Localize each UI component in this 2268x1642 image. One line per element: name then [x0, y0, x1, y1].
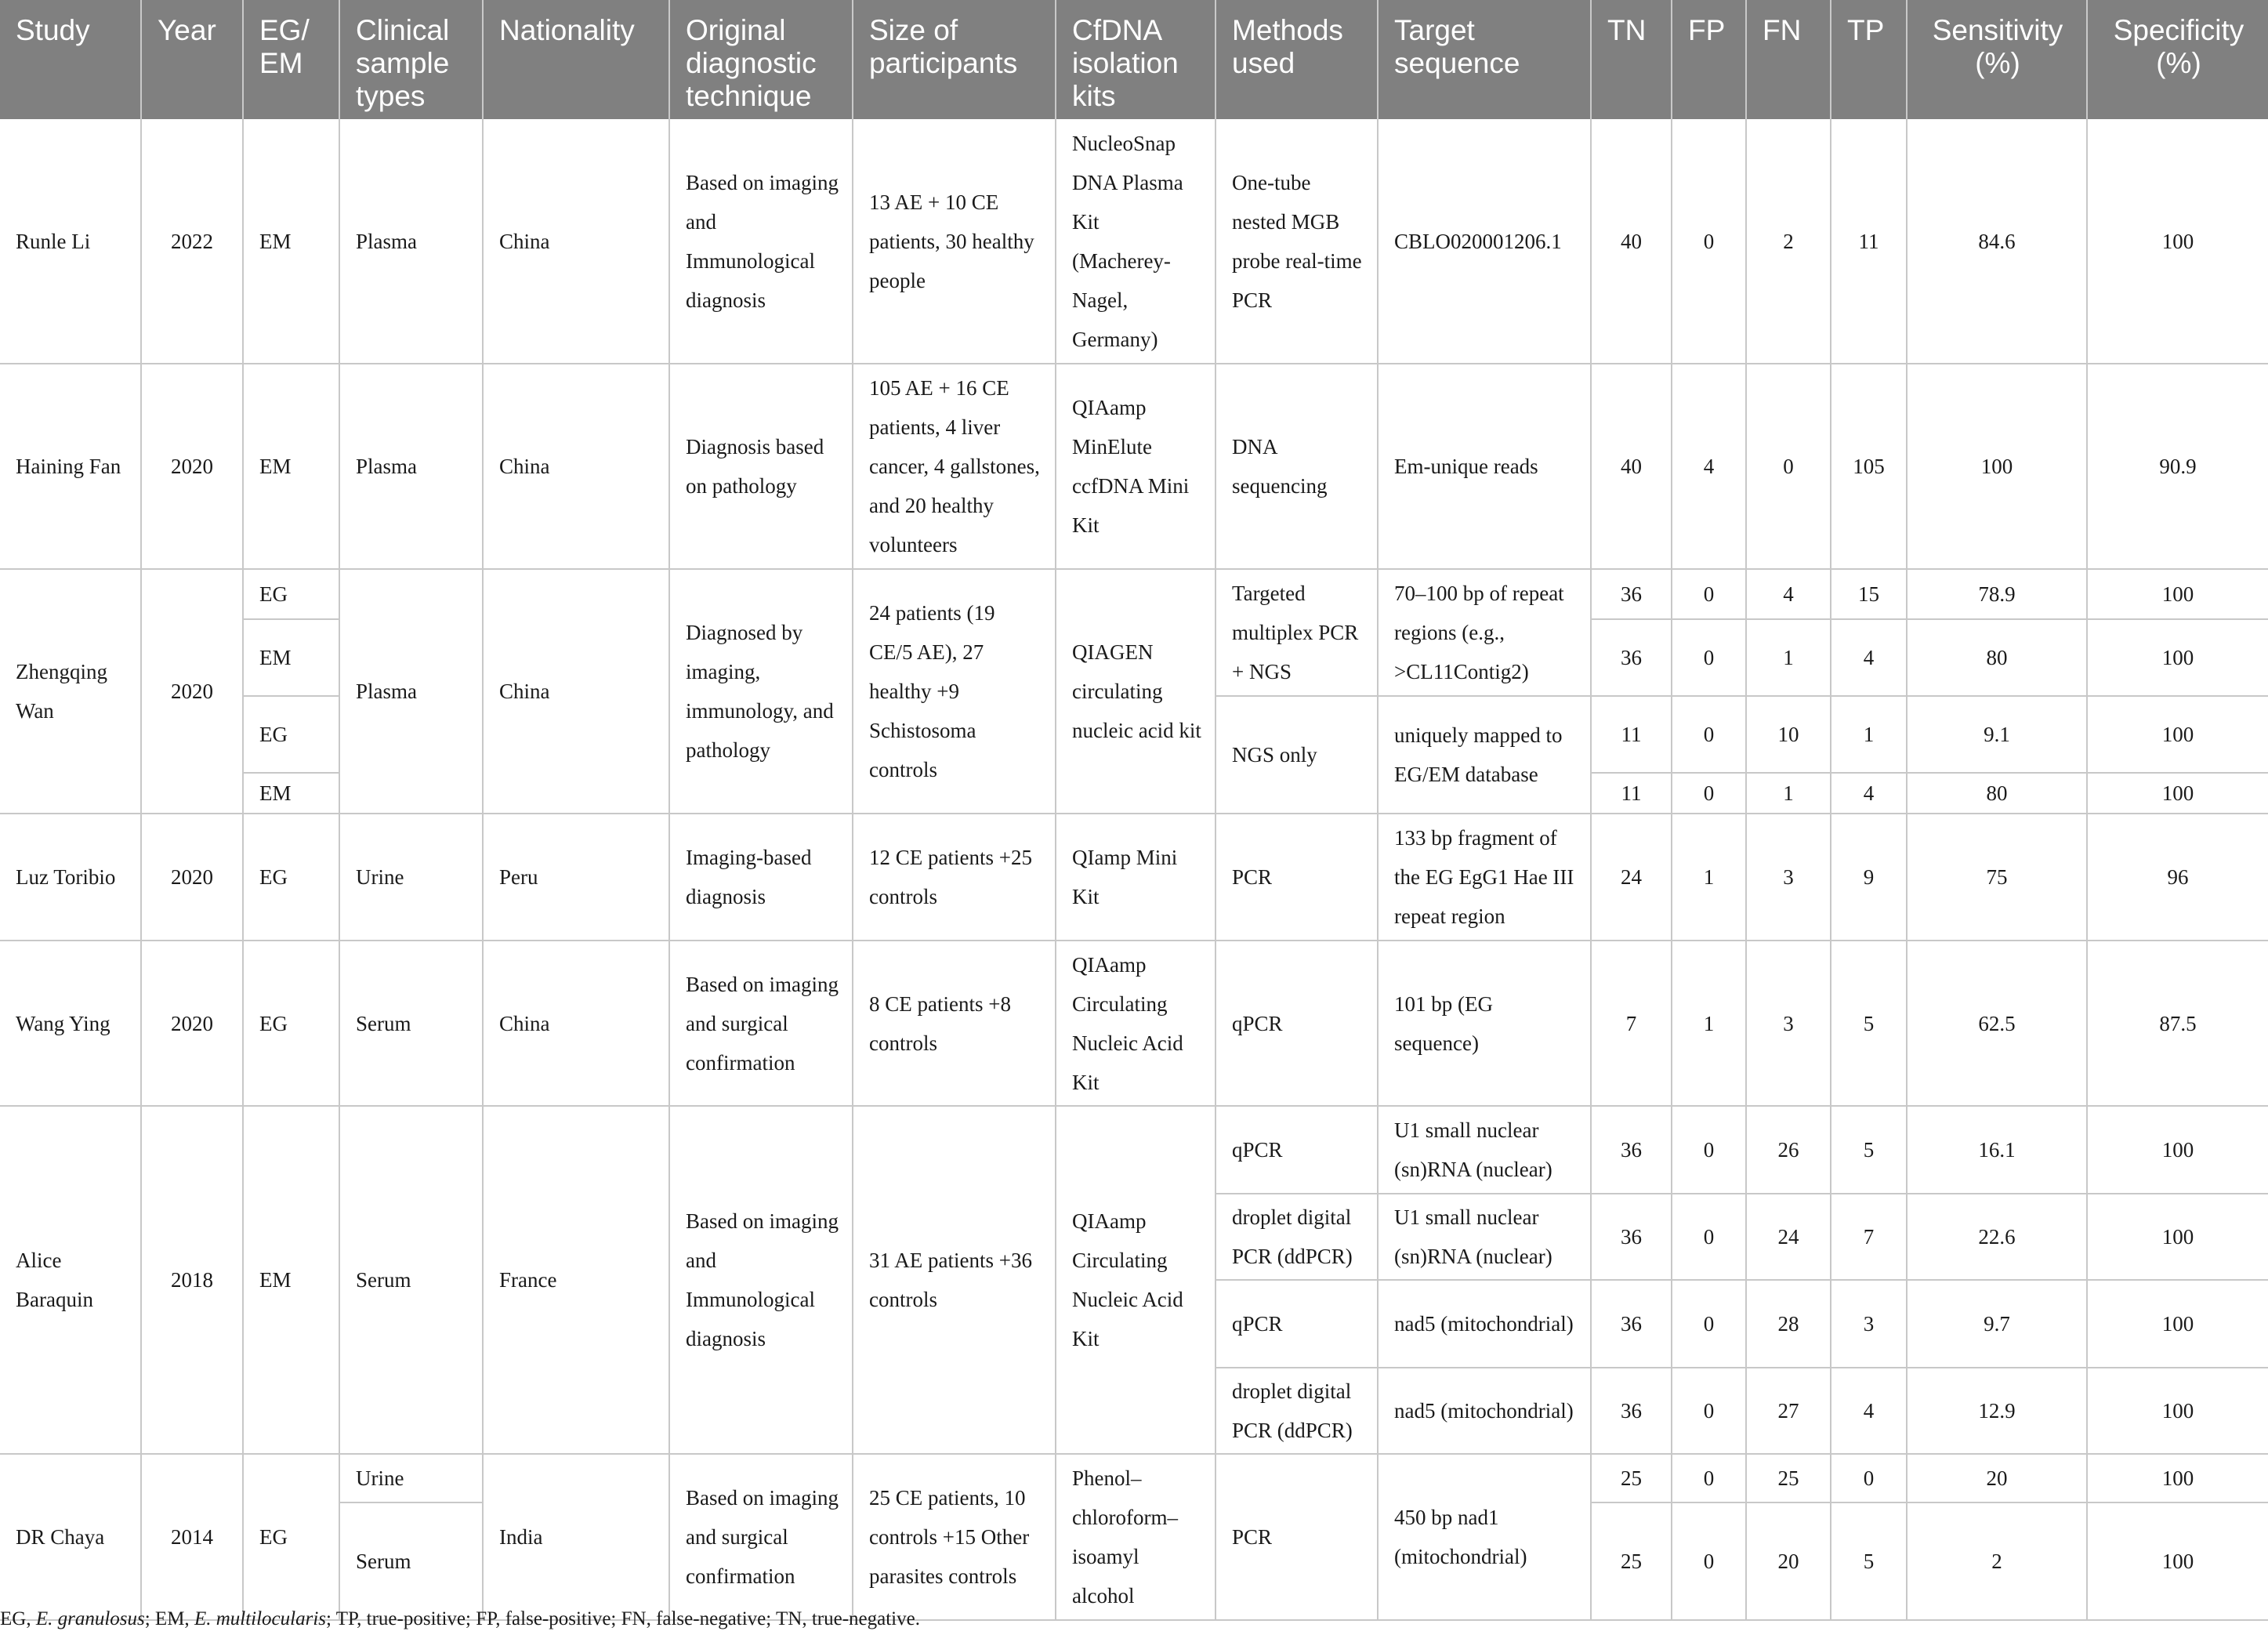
cell-sensitivity: 62.5 [1907, 941, 2087, 1106]
cell-sensitivity: 12.9 [1907, 1368, 2087, 1454]
cell-eg-em: EG [243, 696, 339, 773]
cell-study: Luz Toribio [0, 814, 141, 941]
cell-target: Em-unique reads [1378, 364, 1591, 569]
cell-size: 31 AE patients +36 controls [853, 1106, 1056, 1454]
cell-eg-em: EG [243, 569, 339, 619]
table-row [0, 941, 2268, 1106]
cell-nationality: China [483, 569, 669, 814]
header-sample-types: Clinical sample types [339, 0, 483, 119]
cell-year: 2018 [141, 1106, 243, 1454]
cell-tn: 11 [1591, 773, 1672, 814]
cell-target: U1 small nuclear (sn)RNA (nuclear) [1378, 1106, 1591, 1194]
cell-target: 450 bp nad1 (mitochondrial) [1378, 1454, 1591, 1620]
header-study: Study [0, 0, 141, 119]
cell-sensitivity: 78.9 [1907, 569, 2087, 619]
cell-sensitivity: 9.7 [1907, 1280, 2087, 1368]
cell-tp: 7 [1831, 1194, 1907, 1280]
cell-size: 24 patients (19 CE/5 AE), 27 healthy +9 Schistosoma controls [853, 569, 1056, 814]
cell-tp: 5 [1831, 1106, 1907, 1194]
cell-kits: NucleoSnap DNA Plasma Kit (Macherey-Nagel, Germany) [1056, 119, 1216, 364]
table-row [0, 1454, 2268, 1502]
cell-methods: qPCR [1216, 1106, 1378, 1194]
cell-specificity: 100 [2087, 619, 2268, 696]
table-row [0, 1106, 2268, 1194]
cell-year: 2022 [141, 119, 243, 364]
header-fp: FP [1672, 0, 1746, 119]
cell-nationality: India [483, 1454, 669, 1620]
cell-sensitivity: 16.1 [1907, 1106, 2087, 1194]
cell-sensitivity: 9.1 [1907, 696, 2087, 773]
cell-tp: 9 [1831, 814, 1907, 941]
cell-fp: 0 [1672, 569, 1746, 619]
cell-kits: QIAGEN circulating nucleic acid kit [1056, 569, 1216, 814]
cell-fn: 1 [1746, 773, 1831, 814]
cell-sample: Serum [339, 1106, 483, 1454]
cell-fn: 3 [1746, 814, 1831, 941]
cell-tp: 5 [1831, 941, 1907, 1106]
header-fn: FN [1746, 0, 1831, 119]
cell-fn: 2 [1746, 119, 1831, 364]
footnote-em-abbr: ; EM, [144, 1608, 194, 1629]
cell-year: 2020 [141, 941, 243, 1106]
cell-eg-em: EG [243, 814, 339, 941]
table-row [0, 364, 2268, 569]
cell-fp: 0 [1672, 1454, 1746, 1502]
header-year: Year [141, 0, 243, 119]
cell-tn: 25 [1591, 1454, 1672, 1502]
footnote-eg-abbr: EG, [0, 1608, 36, 1629]
header-row [0, 0, 2268, 119]
cell-tn: 40 [1591, 119, 1672, 364]
cell-size: 12 CE patients +25 controls [853, 814, 1056, 941]
header-target: Target sequence [1378, 0, 1591, 119]
cell-tp: 1 [1831, 696, 1907, 773]
cell-size: 13 AE + 10 CE patients, 30 healthy people [853, 119, 1056, 364]
cell-methods: droplet digital PCR (ddPCR) [1216, 1194, 1378, 1280]
cell-fp: 0 [1672, 1194, 1746, 1280]
cell-methods: NGS only [1216, 696, 1378, 814]
cell-methods: qPCR [1216, 941, 1378, 1106]
cell-eg-em: EM [243, 1106, 339, 1454]
cell-specificity: 100 [2087, 1502, 2268, 1620]
cell-fn: 20 [1746, 1502, 1831, 1620]
cell-tn: 24 [1591, 814, 1672, 941]
cell-fn: 25 [1746, 1454, 1831, 1502]
cell-specificity: 96 [2087, 814, 2268, 941]
cell-fp: 0 [1672, 1368, 1746, 1454]
cell-specificity: 100 [2087, 1106, 2268, 1194]
cell-technique: Based on imaging and Immunological diagnosis [669, 1106, 853, 1454]
cell-tn: 11 [1591, 696, 1672, 773]
cell-specificity: 90.9 [2087, 364, 2268, 569]
cell-tn: 36 [1591, 1106, 1672, 1194]
cell-technique: Diagnosed by imaging, immunology, and pathology [669, 569, 853, 814]
cell-size: 8 CE patients +8 controls [853, 941, 1056, 1106]
cell-eg-em: EG [243, 1454, 339, 1620]
header-size: Size of participants [853, 0, 1056, 119]
cell-specificity: 100 [2087, 1194, 2268, 1280]
cell-tn: 7 [1591, 941, 1672, 1106]
header-tp: TP [1831, 0, 1907, 119]
cell-nationality: Peru [483, 814, 669, 941]
cell-kits: QIAamp Circulating Nucleic Acid Kit [1056, 941, 1216, 1106]
cell-methods: PCR [1216, 1454, 1378, 1620]
cell-specificity: 100 [2087, 1280, 2268, 1368]
cell-study: Wang Ying [0, 941, 141, 1106]
cell-fp: 0 [1672, 1280, 1746, 1368]
cell-fn: 26 [1746, 1106, 1831, 1194]
cell-target: CBLO020001206.1 [1378, 119, 1591, 364]
table-row [0, 814, 2268, 941]
table-footnote [0, 1608, 920, 1630]
cell-size: 105 AE + 16 CE patients, 4 liver cancer, 4 gallstones, and 20 healthy volunteers [853, 364, 1056, 569]
cell-specificity: 100 [2087, 1368, 2268, 1454]
cell-nationality: China [483, 364, 669, 569]
header-sensitivity: Sensitivity (%) [1907, 0, 2087, 119]
cell-target: 101 bp (EG sequence) [1378, 941, 1591, 1106]
cell-nationality: China [483, 941, 669, 1106]
cell-fn: 1 [1746, 619, 1831, 696]
header-nationality: Nationality [483, 0, 669, 119]
cell-tn: 25 [1591, 1502, 1672, 1620]
cell-size: 25 CE patients, 10 controls +15 Other parasites controls [853, 1454, 1056, 1620]
cell-sensitivity: 80 [1907, 619, 2087, 696]
cell-sensitivity: 22.6 [1907, 1194, 2087, 1280]
cell-specificity: 100 [2087, 696, 2268, 773]
cell-sensitivity: 20 [1907, 1454, 2087, 1502]
cell-specificity: 87.5 [2087, 941, 2268, 1106]
cell-sample: Plasma [339, 119, 483, 364]
cell-sample: Plasma [339, 364, 483, 569]
cell-sensitivity: 2 [1907, 1502, 2087, 1620]
cell-kits: QIAamp Circulating Nucleic Acid Kit [1056, 1106, 1216, 1454]
header-kits: CfDNA isolation kits [1056, 0, 1216, 119]
cell-fn: 3 [1746, 941, 1831, 1106]
cell-fp: 0 [1672, 1502, 1746, 1620]
cell-target: U1 small nuclear (sn)RNA (nuclear) [1378, 1194, 1591, 1280]
cell-eg-em: EM [243, 619, 339, 696]
cell-fp: 0 [1672, 1106, 1746, 1194]
cell-technique: Based on imaging and surgical confirmation [669, 1454, 853, 1620]
cell-year: 2020 [141, 364, 243, 569]
cell-fp: 1 [1672, 941, 1746, 1106]
cell-fn: 10 [1746, 696, 1831, 773]
cell-target: 70–100 bp of repeat regions (e.g., >CL11Contig2) [1378, 569, 1591, 696]
cell-nationality: China [483, 119, 669, 364]
cell-specificity: 100 [2087, 1454, 2268, 1502]
cell-methods: qPCR [1216, 1280, 1378, 1368]
cell-tp: 5 [1831, 1502, 1907, 1620]
cell-technique: Imaging-based diagnosis [669, 814, 853, 941]
cell-tn: 36 [1591, 569, 1672, 619]
cell-tn: 36 [1591, 1194, 1672, 1280]
cell-tp: 105 [1831, 364, 1907, 569]
cell-specificity: 100 [2087, 773, 2268, 814]
cell-kits: Phenol–chloroform–isoamyl alcohol [1056, 1454, 1216, 1620]
footnote-em-name: E. multilocularis [194, 1608, 326, 1629]
cell-eg-em: EG [243, 941, 339, 1106]
cell-tp: 4 [1831, 773, 1907, 814]
cell-methods: DNA sequencing [1216, 364, 1378, 569]
cell-tp: 0 [1831, 1454, 1907, 1502]
cell-sensitivity: 80 [1907, 773, 2087, 814]
cell-sample: Plasma [339, 569, 483, 814]
cell-specificity: 100 [2087, 119, 2268, 364]
table-row [0, 119, 2268, 364]
cell-tp: 4 [1831, 619, 1907, 696]
cell-fp: 0 [1672, 619, 1746, 696]
cell-methods: droplet digital PCR (ddPCR) [1216, 1368, 1378, 1454]
cell-tp: 11 [1831, 119, 1907, 364]
cell-tn: 36 [1591, 1280, 1672, 1368]
cell-target: uniquely mapped to EG/EM database [1378, 696, 1591, 814]
cell-study: DR Chaya [0, 1454, 141, 1620]
cell-technique: Based on imaging and surgical confirmation [669, 941, 853, 1106]
cell-study: Haining Fan [0, 364, 141, 569]
header-diagnostic-technique: Original diagnostic technique [669, 0, 853, 119]
cell-fn: 4 [1746, 569, 1831, 619]
cell-methods: Targeted multiplex PCR + NGS [1216, 569, 1378, 696]
cell-target: nad5 (mitochondrial) [1378, 1280, 1591, 1368]
cell-specificity: 100 [2087, 569, 2268, 619]
cell-sensitivity: 100 [1907, 364, 2087, 569]
cell-study: Runle Li [0, 119, 141, 364]
cell-sample: Serum [339, 941, 483, 1106]
cell-target: nad5 (mitochondrial) [1378, 1368, 1591, 1454]
cell-sensitivity: 84.6 [1907, 119, 2087, 364]
cell-fp: 0 [1672, 773, 1746, 814]
footnote-rest: ; TP, true-positive; FP, false-positive; FN, false-negative; TN, true-negative. [326, 1608, 920, 1629]
cell-fn: 24 [1746, 1194, 1831, 1280]
cell-sample: Serum [339, 1502, 483, 1620]
cell-tp: 3 [1831, 1280, 1907, 1368]
cell-tp: 15 [1831, 569, 1907, 619]
cell-tp: 4 [1831, 1368, 1907, 1454]
cell-tn: 36 [1591, 1368, 1672, 1454]
cell-study: Alice Baraquin [0, 1106, 141, 1454]
cell-eg-em: EM [243, 364, 339, 569]
cell-sample: Urine [339, 1454, 483, 1502]
cell-eg-em: EM [243, 119, 339, 364]
header-eg-em: EG/ EM [243, 0, 339, 119]
cell-eg-em: EM [243, 773, 339, 814]
cell-sample: Urine [339, 814, 483, 941]
cell-year: 2020 [141, 814, 243, 941]
cell-technique: Diagnosis based on pathology [669, 364, 853, 569]
cell-tn: 36 [1591, 619, 1672, 696]
cell-nationality: France [483, 1106, 669, 1454]
cell-target: 133 bp fragment of the EG EgG1 Hae III repeat region [1378, 814, 1591, 941]
cell-kits: QIAamp MinElute ccfDNA Mini Kit [1056, 364, 1216, 569]
header-specificity: Specificity (%) [2087, 0, 2268, 119]
cell-fp: 1 [1672, 814, 1746, 941]
cell-fp: 0 [1672, 119, 1746, 364]
footnote-eg-name: E. granulosus [35, 1608, 145, 1629]
cell-methods: PCR [1216, 814, 1378, 941]
cell-fn: 0 [1746, 364, 1831, 569]
cell-year: 2020 [141, 569, 243, 814]
cell-year: 2014 [141, 1454, 243, 1620]
cell-kits: QIamp Mini Kit [1056, 814, 1216, 941]
cell-tn: 40 [1591, 364, 1672, 569]
cell-methods: One-tube nested MGB probe real-time PCR [1216, 119, 1378, 364]
header-tn: TN [1591, 0, 1672, 119]
cell-sensitivity: 75 [1907, 814, 2087, 941]
cell-fp: 4 [1672, 364, 1746, 569]
cell-study: Zhengqing Wan [0, 569, 141, 814]
cell-technique: Based on imaging and Immunological diagnosis [669, 119, 853, 364]
cell-fn: 28 [1746, 1280, 1831, 1368]
cell-fn: 27 [1746, 1368, 1831, 1454]
cell-fp: 0 [1672, 696, 1746, 773]
header-methods: Methods used [1216, 0, 1378, 119]
table-row [0, 569, 2268, 619]
